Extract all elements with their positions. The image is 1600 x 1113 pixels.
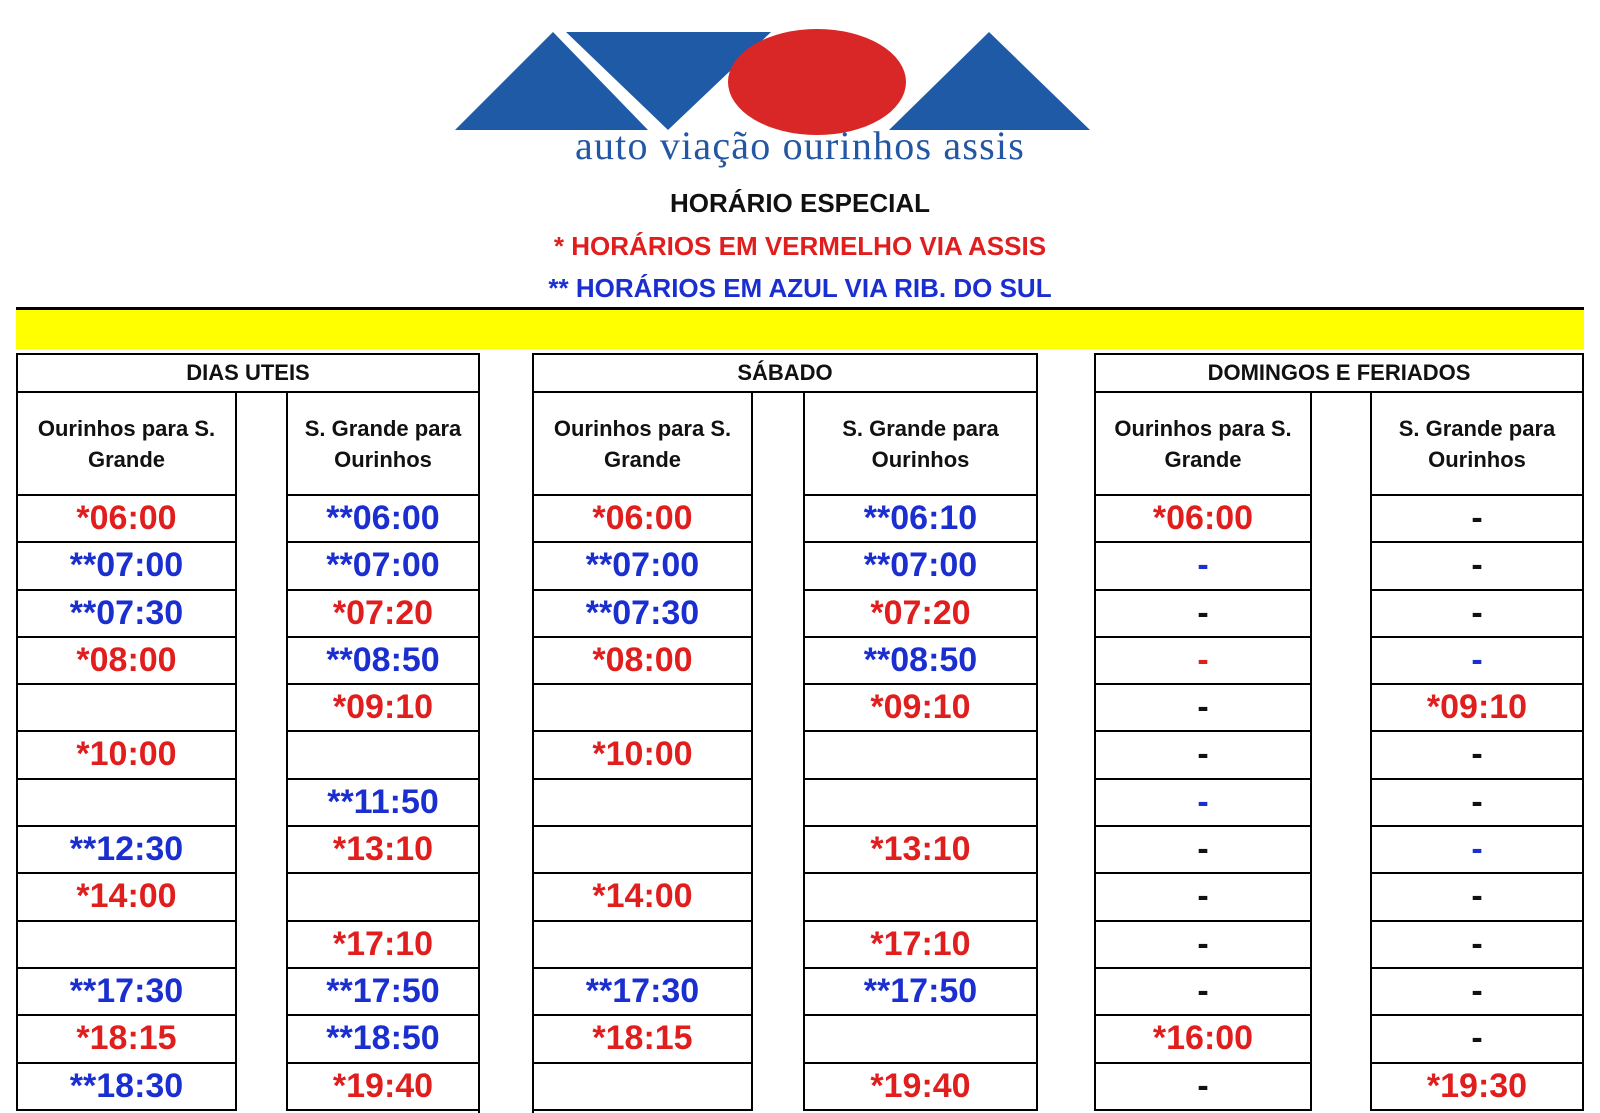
time-cell xyxy=(803,874,1038,921)
time-cell: - xyxy=(1094,1064,1312,1111)
cell-list xyxy=(286,496,480,1111)
time-cell: *17:10 xyxy=(286,922,480,969)
time-cell xyxy=(803,1016,1038,1063)
time-cell: - xyxy=(1370,1016,1584,1063)
company-logo xyxy=(0,0,1600,175)
time-cell: - xyxy=(1370,969,1584,1016)
time-cell xyxy=(532,827,753,874)
time-cell: *14:00 xyxy=(532,874,753,921)
time-cell: **17:30 xyxy=(532,969,753,1016)
time-cell: *13:10 xyxy=(286,827,480,874)
cell-list xyxy=(16,496,237,1111)
time-cell: *19:40 xyxy=(286,1064,480,1111)
time-cell: **07:30 xyxy=(532,591,753,638)
time-cell: - xyxy=(1094,543,1312,590)
column-sgrande-ourinhos xyxy=(286,393,480,1111)
time-cell xyxy=(532,1064,753,1111)
time-cell: *10:00 xyxy=(532,732,753,779)
column-ourinhos-sgrande xyxy=(16,393,237,1111)
time-cell: **17:30 xyxy=(16,969,237,1016)
time-cell: *13:10 xyxy=(803,827,1038,874)
time-cell: *06:00 xyxy=(16,496,237,543)
cell-list xyxy=(1094,496,1312,1111)
yellow-band xyxy=(16,307,1584,349)
time-cell xyxy=(16,685,237,732)
time-cell: **11:50 xyxy=(286,780,480,827)
time-cell: *19:40 xyxy=(803,1064,1038,1111)
time-cell: - xyxy=(1370,591,1584,638)
column-header: Ourinhos para S. Grande xyxy=(16,393,237,496)
time-cell: **07:00 xyxy=(532,543,753,590)
time-cell: - xyxy=(1370,922,1584,969)
time-cell: - xyxy=(1370,638,1584,685)
time-cell: **12:30 xyxy=(16,827,237,874)
time-cell: *08:00 xyxy=(532,638,753,685)
time-cell: *09:10 xyxy=(1370,685,1584,732)
column-header: S. Grande para Ourinhos xyxy=(286,393,480,496)
column-sgrande-ourinhos xyxy=(1370,393,1584,1111)
time-cell: *06:00 xyxy=(532,496,753,543)
time-cell xyxy=(16,780,237,827)
time-cell: **06:00 xyxy=(286,496,480,543)
time-cell xyxy=(803,732,1038,779)
time-cell: **17:50 xyxy=(286,969,480,1016)
time-cell: *14:00 xyxy=(16,874,237,921)
time-cell: *18:15 xyxy=(16,1016,237,1063)
time-cell: *08:00 xyxy=(16,638,237,685)
time-cell: - xyxy=(1370,780,1584,827)
time-cell: - xyxy=(1094,732,1312,779)
cell-list xyxy=(803,496,1038,1111)
time-cell: **06:10 xyxy=(803,496,1038,543)
column-ourinhos-sgrande xyxy=(1094,393,1312,1111)
time-cell: *16:00 xyxy=(1094,1016,1312,1063)
time-cell xyxy=(286,732,480,779)
time-cell xyxy=(532,780,753,827)
section-title: DIAS UTEIS xyxy=(16,353,480,393)
column-header: Ourinhos para S. Grande xyxy=(1094,393,1312,496)
time-cell: *07:20 xyxy=(803,591,1038,638)
time-cell xyxy=(803,780,1038,827)
time-cell: - xyxy=(1094,638,1312,685)
time-cell: **07:00 xyxy=(803,543,1038,590)
time-cell: *18:15 xyxy=(532,1016,753,1063)
time-cell xyxy=(16,922,237,969)
time-cell: - xyxy=(1094,874,1312,921)
logo-text: auto viação ourinhos assis xyxy=(574,123,1025,168)
time-cell xyxy=(532,685,753,732)
legend-red: * HORÁRIOS EM VERMELHO VIA ASSIS xyxy=(553,231,1047,261)
time-cell xyxy=(532,922,753,969)
time-cell: - xyxy=(1094,922,1312,969)
column-sgrande-ourinhos xyxy=(803,393,1038,1111)
time-cell: - xyxy=(1094,591,1312,638)
time-cell: *09:10 xyxy=(803,685,1038,732)
time-cell: *10:00 xyxy=(16,732,237,779)
time-cell: **18:50 xyxy=(286,1016,480,1063)
time-cell: *17:10 xyxy=(803,922,1038,969)
section-title: DOMINGOS E FERIADOS xyxy=(1094,353,1584,393)
column-header: S. Grande para Ourinhos xyxy=(1370,393,1584,496)
time-cell: **07:00 xyxy=(286,543,480,590)
cell-list xyxy=(1370,496,1584,1111)
time-cell: - xyxy=(1094,969,1312,1016)
legend-blue: ** HORÁRIOS EM AZUL VIA RIB. DO SUL xyxy=(548,273,1052,303)
section-gap xyxy=(478,353,534,1113)
time-cell: - xyxy=(1094,780,1312,827)
column-ourinhos-sgrande xyxy=(532,393,753,1111)
time-cell xyxy=(286,874,480,921)
time-cell: - xyxy=(1370,732,1584,779)
time-cell: **08:50 xyxy=(286,638,480,685)
time-cell: *07:20 xyxy=(286,591,480,638)
time-cell: *06:00 xyxy=(1094,496,1312,543)
time-cell: **17:50 xyxy=(803,969,1038,1016)
section-title: SÁBADO xyxy=(532,353,1038,393)
time-cell: - xyxy=(1370,874,1584,921)
page-title: HORÁRIO ESPECIAL xyxy=(669,188,931,218)
time-cell: **07:00 xyxy=(16,543,237,590)
time-cell: - xyxy=(1094,685,1312,732)
logo-right-triangle xyxy=(889,32,1090,130)
time-cell: *09:10 xyxy=(286,685,480,732)
time-cell: **08:50 xyxy=(803,638,1038,685)
column-header: S. Grande para Ourinhos xyxy=(803,393,1038,496)
cell-list xyxy=(532,496,753,1111)
time-cell: *19:30 xyxy=(1370,1064,1584,1111)
column-header: Ourinhos para S. Grande xyxy=(532,393,753,496)
time-cell: **18:30 xyxy=(16,1064,237,1111)
time-cell: - xyxy=(1370,543,1584,590)
time-cell: - xyxy=(1094,827,1312,874)
time-cell: - xyxy=(1370,827,1584,874)
logo-red-circle xyxy=(728,29,906,135)
time-cell: **07:30 xyxy=(16,591,237,638)
time-cell: - xyxy=(1370,496,1584,543)
